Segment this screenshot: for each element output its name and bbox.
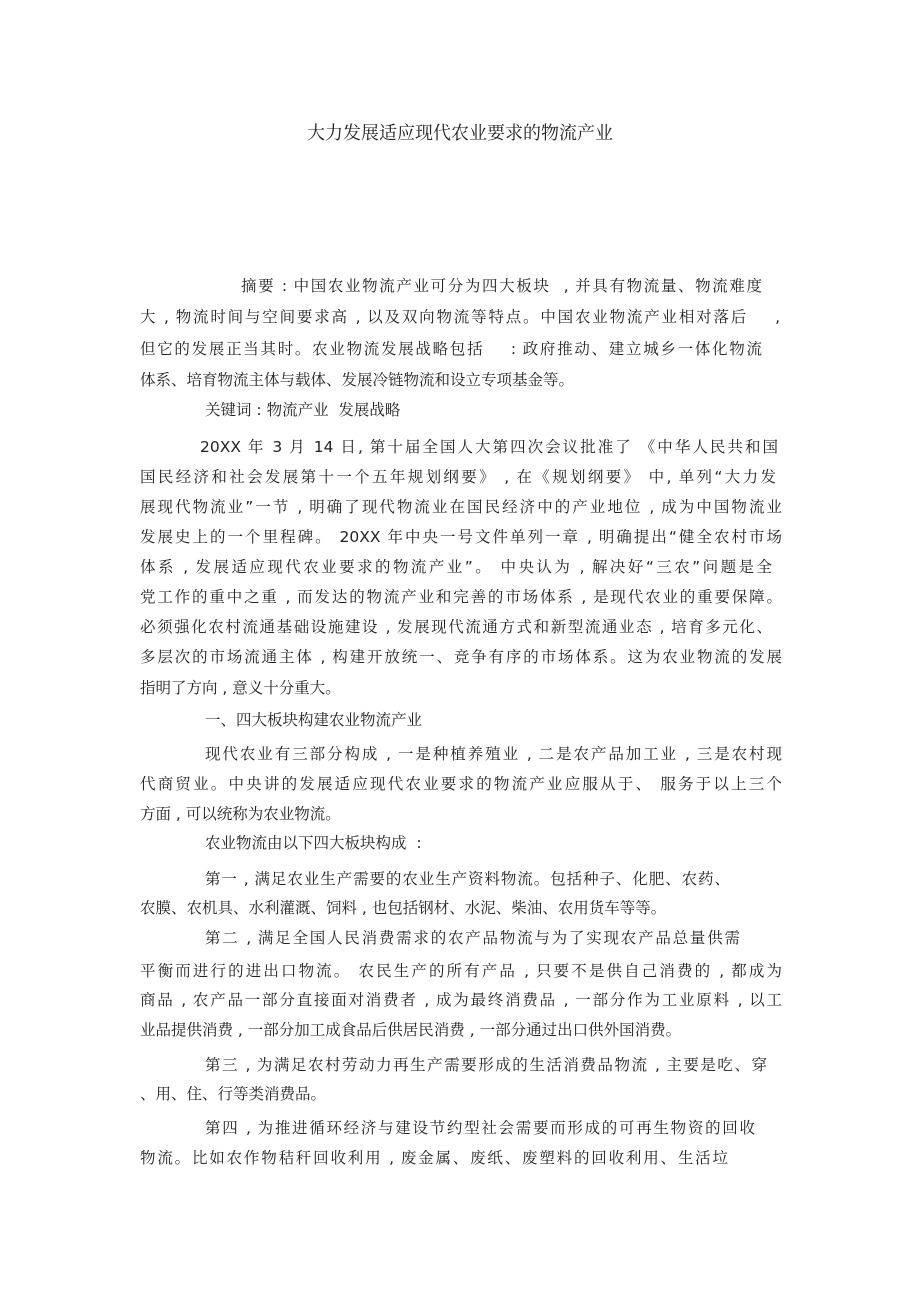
paragraph-line: 第四 , 为推进循环经济与建设节约型社会需要而形成的可再生物资的回收 [205, 1119, 755, 1137]
paragraph-line: 第二 , 满足全国人民消费需求的农产品物流与为了实现农产品总量供需 [205, 929, 740, 947]
paragraph-line: 多层次的市场流通主体 , 构建开放统一、竞争有序的市场体系。这为农业物流的发展 [140, 648, 782, 666]
paragraph-line: 必须强化农村流通基础设施建设 , 发展现代流通方式和新型流通业态 , 培育多元化、 [140, 618, 772, 636]
paragraph-line: 党工作的重中之重 , 而发达的物流产业和完善的市场体系 , 是现代农业的重要保障。 [140, 588, 782, 606]
paragraph-line: 物流。比如农作物秸秆回收利用 , 废金属、废纸、废塑料的回收利用、生活垃 [140, 1149, 728, 1167]
paragraph-line: 方面 , 可以统称为农业物流。 [140, 805, 341, 823]
abstract-line: 体系、培育物流主体与载体、发展冷链物流和设立专项基金等。 [140, 371, 575, 389]
paragraph-line: 体系 , 发展适应现代农业要求的物流产业”。 中央认为 , 解决好“三农”问题是全 [140, 558, 772, 576]
paragraph-line: 、用、住、行等类消费品。 [140, 1085, 327, 1103]
paragraph-line: 展现代物流业”一节 , 明确了现代物流业在国民经济中的产业地位 , 成为中国物流业 [140, 498, 782, 516]
paragraph-line: 商品 , 农产品一部分直接面对消费者 , 成为最终消费品 , 一部分作为工业原料 , 以工 [140, 991, 782, 1009]
paragraph-line: 现代农业有三部分构成 , 一是种植养殖业 , 二是农产品加工业 , 三是农村现 [205, 745, 782, 763]
paragraph-line: 指明了方向 , 意义十分重大。 [140, 679, 341, 697]
paragraph-line: 20XX 年 3 月 14 日, 第十届全国人大第四次会议批准了 《中华人民共和国 [200, 438, 778, 456]
paragraph-line: 发展史上的一个里程碑。 20XX 年中央一号文件单列一章 , 明确提出“健全农村市场 [140, 528, 782, 546]
paragraph-line: 国民经济和社会发展第十一个五年规划纲要》 , 在《规划纲要》 中, 单列“大力发 [140, 468, 776, 486]
paragraph-line: 业品提供消费 , 一部分加工成食品后供居民消费 , 一部分通过出口供外国消费。 [140, 1021, 682, 1039]
document-title: 大力发展适应现代农业要求的物流产业 [307, 123, 613, 144]
paragraph-line: 农膜、农机具、水利灌溉、饲料 , 也包括钢材、水泥、柴油、农用货车等等。 [140, 899, 667, 917]
keywords: 关键词 : 物流产业 发展战略 [205, 401, 401, 419]
paragraph-line: 农业物流由以下四大板块构成 : [205, 834, 422, 852]
paragraph-line: 第三 , 为满足农村劳动力再生产需要形成的生活消费品物流 , 主要是吃、穿 [205, 1056, 767, 1074]
paragraph-line: 平衡而进行的进出口物流。 农民生产的所有产品 , 只要不是供自己消费的 , 都成为 [140, 962, 782, 980]
abstract-line: 但它的发展正当其时。农业物流发展战略包括 : 政府推动、建立城乡一体化物流 [140, 340, 762, 358]
paragraph-line: 代商贸业。中央讲的发展适应现代农业要求的物流产业应服从于、 服务于以上三个 [140, 775, 782, 793]
paragraph-line: 第一 , 满足农业生产需要的农业生产资料物流。包括种子、化肥、农药、 [205, 870, 730, 888]
abstract-line: 大 , 物流时间与空间要求高 , 以及双向物流等特点。中国农业物流产业相对落后 , [140, 308, 780, 326]
section-heading: 一、四大板块构建农业物流产业 [205, 711, 423, 729]
abstract-line: 摘要 : 中国农业物流产业可分为四大板块 , 并具有物流量、物流难度 [241, 277, 762, 295]
